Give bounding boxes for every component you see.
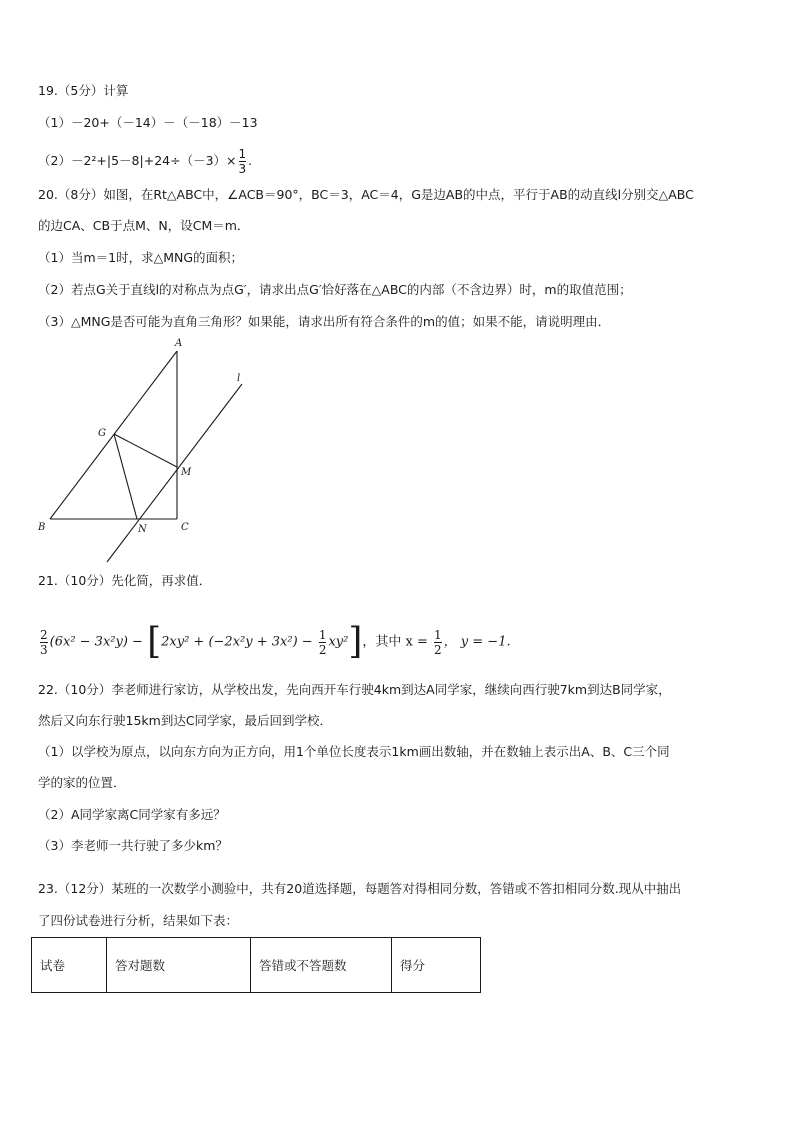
q20-heading: 20.（8分）如图，在Rt△ABC中，∠ACB＝90°，BC＝3，AC＝4，G是边AB的中点，平行于AB的动直线l分别交△ABC (38, 187, 694, 202)
q21-term3: (−2x²y + 3x²) − (208, 634, 313, 650)
q21-term1: (6x² − 3x²y) − (49, 634, 143, 650)
header-correct: 答对题数 (107, 938, 251, 993)
q21-frac-two-thirds (40, 628, 48, 657)
q19-period: . (248, 153, 253, 168)
label-c: C (181, 522, 189, 533)
label-l: l (237, 373, 241, 384)
q21-x-value (434, 628, 442, 657)
segment-gm (114, 434, 177, 467)
left-bracket: [ (147, 621, 162, 662)
q21-frac-num: 2 (40, 627, 48, 642)
q19-part1: （1）－20+（－14）－（－18）－13 (38, 115, 258, 130)
label-b: B (38, 522, 46, 533)
q22-part1-cont: 学的家的位置． (38, 775, 126, 790)
q19-part2-expr: （2）－2²+|5－8|+24÷（－3）× (38, 153, 237, 168)
q19-part2 (38, 145, 252, 177)
side-ab (50, 351, 177, 519)
header-wrong: 答错或不答题数 (251, 938, 392, 993)
q21-x-num: 1 (434, 627, 442, 642)
q20-figure (30, 332, 260, 564)
q21-y-value: ， y = −1. (443, 634, 511, 650)
q21-heading: 21.（10分）先化简，再求值． (38, 573, 212, 588)
q21-frac-half (319, 628, 327, 657)
q21-expression (38, 622, 511, 663)
table-header-row (32, 938, 481, 993)
label-n: N (138, 524, 147, 535)
q21-half-num: 1 (318, 627, 327, 642)
line-l (107, 384, 242, 562)
q20-heading-cont: 的边CA、CB于点M、N，设CM＝m． (38, 218, 250, 233)
q23-line2: 了四份试卷进行分析，结果如下表： (38, 913, 239, 928)
segment-gn (114, 434, 137, 519)
q21-term2: 2xy² + (161, 634, 205, 650)
q23-table (31, 937, 481, 993)
q19-frac-num: 1 (238, 147, 247, 161)
q22-line2: 然后又向东行驶15km到达C同学家，最后回到学校． (38, 713, 333, 728)
right-bracket: ] (348, 621, 363, 662)
label-m: M (181, 467, 192, 478)
q19-frac-den: 3 (238, 162, 247, 176)
q21-x-den: 2 (434, 642, 442, 657)
q21-condition: ，其中 x = (362, 634, 428, 650)
q20-part2: （2）若点G关于直线l的对称点为点G′，请求出点G′恰好落在△ABC的内部（不含边界）时，m的取值范围； (38, 282, 632, 297)
q20-part1: （1）当m＝1时，求△MNG的面积； (38, 250, 244, 265)
label-a: A (175, 338, 183, 349)
q19-heading: 19.（5分）计算 (38, 83, 129, 98)
q21-term4: xy² (328, 634, 349, 650)
header-paper: 试卷 (32, 938, 107, 993)
label-g: G (98, 428, 106, 439)
header-score: 得分 (392, 938, 481, 993)
q21-half-den: 2 (318, 642, 327, 657)
q22-part3: （3）李老师一共行驶了多少km？ (38, 838, 228, 853)
q19-fraction (239, 147, 247, 176)
q21-frac-den: 3 (40, 642, 48, 657)
q23-line1: 23.（12分）某班的一次数学小测验中，共有20道选择题，每题答对得相同分数，答错或不答扣相同分数.现从中抽出 (38, 881, 682, 896)
q20-part3: （3）△MNG是否可能为直角三角形？如果能，请求出所有符合条件的m的值；如果不能，请说明理由． (38, 314, 611, 329)
q22-line1: 22.（10分）李老师进行家访，从学校出发，先向西开车行驶4km到达A同学家，继续向西行驶7km到达B同学家， (38, 682, 671, 697)
q22-part1: （1）以学校为原点，以向东方向为正方向，用1个单位长度表示1km画出数轴，并在数轴上表示出A、B、C三个同 (38, 744, 670, 759)
q22-part2: （2）A同学家离C同学家有多远？ (38, 807, 226, 822)
